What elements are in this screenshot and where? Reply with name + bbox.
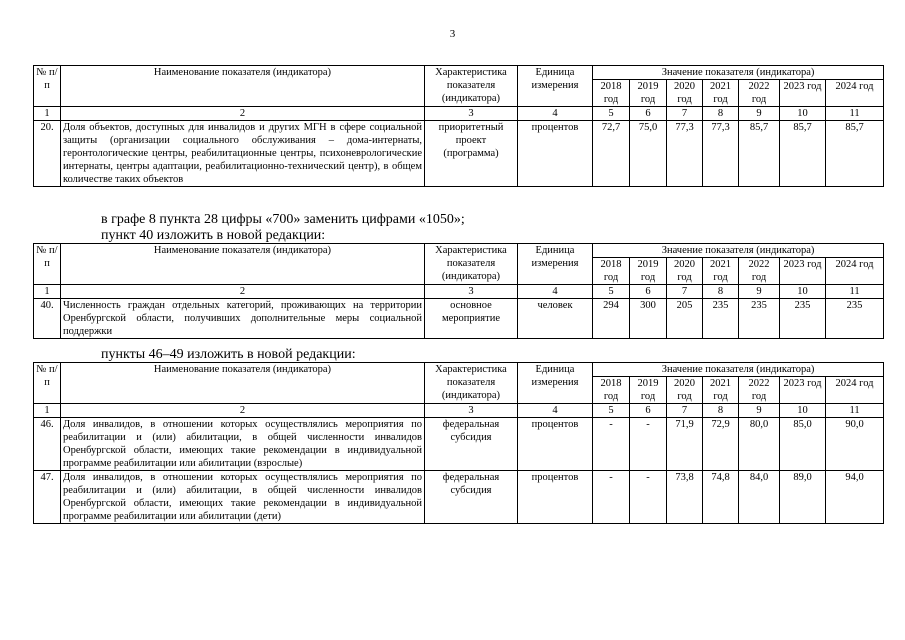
- row-value: -: [593, 471, 630, 524]
- row-value: 85,7: [826, 121, 884, 187]
- row-name: Доля инвалидов, в отношении которых осуществлялись мероприятия по реабилитации и (или) абилитации, в общей численности инвалидов Оренбургской области, имеющих такие рекомендации в индивидуальной программе реабилитации или абилитации (взрослые): [61, 418, 425, 471]
- header-year: 2023 год: [780, 377, 826, 404]
- header-year: 2023 год: [780, 80, 826, 107]
- row-value: 89,0: [780, 471, 826, 524]
- row-value: 85,0: [780, 418, 826, 471]
- row-num: 46.: [34, 418, 61, 471]
- row-characteristic: основное мероприятие: [425, 299, 518, 339]
- header-year: 2018 год: [593, 80, 630, 107]
- row-unit: процентов: [518, 121, 593, 187]
- instruction-paragraph: в графе 8 пункта 28 цифры «700» заменить цифрами «1050»;: [101, 212, 465, 227]
- header-characteristic: Характеристика показателя (индикатора): [425, 244, 518, 285]
- row-value: -: [630, 471, 667, 524]
- col-number: 3: [425, 285, 518, 299]
- row-value: -: [630, 418, 667, 471]
- row-characteristic: федеральная субсидия: [425, 471, 518, 524]
- col-number: 9: [739, 404, 780, 418]
- col-number: 9: [739, 285, 780, 299]
- table-row: [34, 121, 884, 187]
- col-number: 3: [425, 404, 518, 418]
- header-year: 2024 год: [826, 377, 884, 404]
- header-year: 2018 год: [593, 377, 630, 404]
- col-number: 11: [826, 404, 884, 418]
- header-year: 2022 год: [739, 377, 780, 404]
- row-characteristic: федеральная субсидия: [425, 418, 518, 471]
- col-number: 7: [667, 107, 703, 121]
- col-number: 2: [61, 285, 425, 299]
- indicators-table-3: [33, 362, 884, 524]
- row-unit: человек: [518, 299, 593, 339]
- row-value: 294: [593, 299, 630, 339]
- col-number: 5: [593, 404, 630, 418]
- row-value: 72,9: [703, 418, 739, 471]
- header-unit: Единица измерения: [518, 66, 593, 107]
- header-year: 2019 год: [630, 258, 667, 285]
- col-number: 11: [826, 285, 884, 299]
- indicators-table-1: [33, 65, 884, 187]
- row-value: 73,8: [667, 471, 703, 524]
- row-value: 74,8: [703, 471, 739, 524]
- row-num: 47.: [34, 471, 61, 524]
- row-value: 205: [667, 299, 703, 339]
- col-number: 8: [703, 404, 739, 418]
- row-value: 85,7: [780, 121, 826, 187]
- row-value: 77,3: [667, 121, 703, 187]
- col-number: 7: [667, 285, 703, 299]
- table-row: [34, 471, 884, 524]
- header-unit: Единица измерения: [518, 244, 593, 285]
- col-number: 4: [518, 404, 593, 418]
- header-year: 2024 год: [826, 258, 884, 285]
- row-value: 80,0: [739, 418, 780, 471]
- header-year: 2024 год: [826, 80, 884, 107]
- row-value: 300: [630, 299, 667, 339]
- header-year: 2021 год: [703, 377, 739, 404]
- col-number: 7: [667, 404, 703, 418]
- row-value: 71,9: [667, 418, 703, 471]
- col-number: 3: [425, 107, 518, 121]
- col-number: 8: [703, 285, 739, 299]
- col-number: 10: [780, 404, 826, 418]
- col-number: 8: [703, 107, 739, 121]
- col-number: 2: [61, 107, 425, 121]
- row-unit: процентов: [518, 418, 593, 471]
- header-characteristic: Характеристика показателя (индикатора): [425, 363, 518, 404]
- header-year: 2021 год: [703, 258, 739, 285]
- row-num: 20.: [34, 121, 61, 187]
- header-value-group: Значение показателя (индикатора): [593, 244, 884, 258]
- header-year: 2019 год: [630, 377, 667, 404]
- row-value: 75,0: [630, 121, 667, 187]
- col-number: 10: [780, 285, 826, 299]
- instruction-paragraph: пункты 46–49 изложить в новой редакции:: [101, 347, 356, 362]
- header-unit: Единица измерения: [518, 363, 593, 404]
- col-number: 4: [518, 285, 593, 299]
- row-value: 235: [739, 299, 780, 339]
- col-number: 6: [630, 285, 667, 299]
- col-number: 5: [593, 107, 630, 121]
- row-value: 90,0: [826, 418, 884, 471]
- col-number: 11: [826, 107, 884, 121]
- header-year: 2021 год: [703, 80, 739, 107]
- header-year: 2018 год: [593, 258, 630, 285]
- row-value: 94,0: [826, 471, 884, 524]
- row-value: 85,7: [739, 121, 780, 187]
- header-year: 2022 год: [739, 80, 780, 107]
- header-year: 2023 год: [780, 258, 826, 285]
- row-name: Доля объектов, доступных для инвалидов и других МГН в сфере социальной защиты (организации социального обслуживания – дома-интернаты, геронтологические центры, реабилитационные центры, психоневрологические интернаты, центры адаптации, реабилитационно-технический центр), в общем количестве таких объектов: [61, 121, 425, 187]
- header-num: № п/п: [34, 66, 61, 107]
- row-value: 235: [826, 299, 884, 339]
- header-value-group: Значение показателя (индикатора): [593, 66, 884, 80]
- col-number: 6: [630, 404, 667, 418]
- row-characteristic: приоритетный проект (программа): [425, 121, 518, 187]
- header-year: 2022 год: [739, 258, 780, 285]
- col-number: 10: [780, 107, 826, 121]
- header-year: 2019 год: [630, 80, 667, 107]
- col-number: 9: [739, 107, 780, 121]
- row-value: 84,0: [739, 471, 780, 524]
- col-number: 1: [34, 107, 61, 121]
- col-number: 2: [61, 404, 425, 418]
- row-num: 40.: [34, 299, 61, 339]
- row-value: 235: [780, 299, 826, 339]
- header-characteristic: Характеристика показателя (индикатора): [425, 66, 518, 107]
- row-value: 235: [703, 299, 739, 339]
- indicators-table-2: [33, 243, 884, 339]
- row-name: Доля инвалидов, в отношении которых осуществлялись мероприятия по реабилитации и (или) абилитации, в общей численности инвалидов Оренбургской области, имеющих такие рекомендации в индивидуальной программе реабилитации или абилитации (дети): [61, 471, 425, 524]
- header-year: 2020 год: [667, 258, 703, 285]
- table-row: [34, 418, 884, 471]
- header-name: Наименование показателя (индикатора): [61, 66, 425, 107]
- header-year: 2020 год: [667, 80, 703, 107]
- row-value: 77,3: [703, 121, 739, 187]
- row-unit: процентов: [518, 471, 593, 524]
- instruction-paragraph: пункт 40 изложить в новой редакции:: [101, 228, 326, 243]
- page-number: 3: [449, 28, 456, 40]
- col-number: 4: [518, 107, 593, 121]
- header-value-group: Значение показателя (индикатора): [593, 363, 884, 377]
- header-year: 2020 год: [667, 377, 703, 404]
- column-number-row: [34, 107, 884, 121]
- row-value: -: [593, 418, 630, 471]
- header-name: Наименование показателя (индикатора): [61, 244, 425, 285]
- row-value: 72,7: [593, 121, 630, 187]
- col-number: 5: [593, 285, 630, 299]
- header-num: № п/п: [34, 244, 61, 285]
- header-name: Наименование показателя (индикатора): [61, 363, 425, 404]
- table-row: [34, 299, 884, 339]
- header-num: № п/п: [34, 363, 61, 404]
- column-number-row: [34, 285, 884, 299]
- col-number: 1: [34, 285, 61, 299]
- col-number: 6: [630, 107, 667, 121]
- row-name: Численность граждан отдельных категорий, проживающих на территории Оренбургской области, получивших дополнительные меры социальной поддержки: [61, 299, 425, 339]
- column-number-row: [34, 404, 884, 418]
- col-number: 1: [34, 404, 61, 418]
